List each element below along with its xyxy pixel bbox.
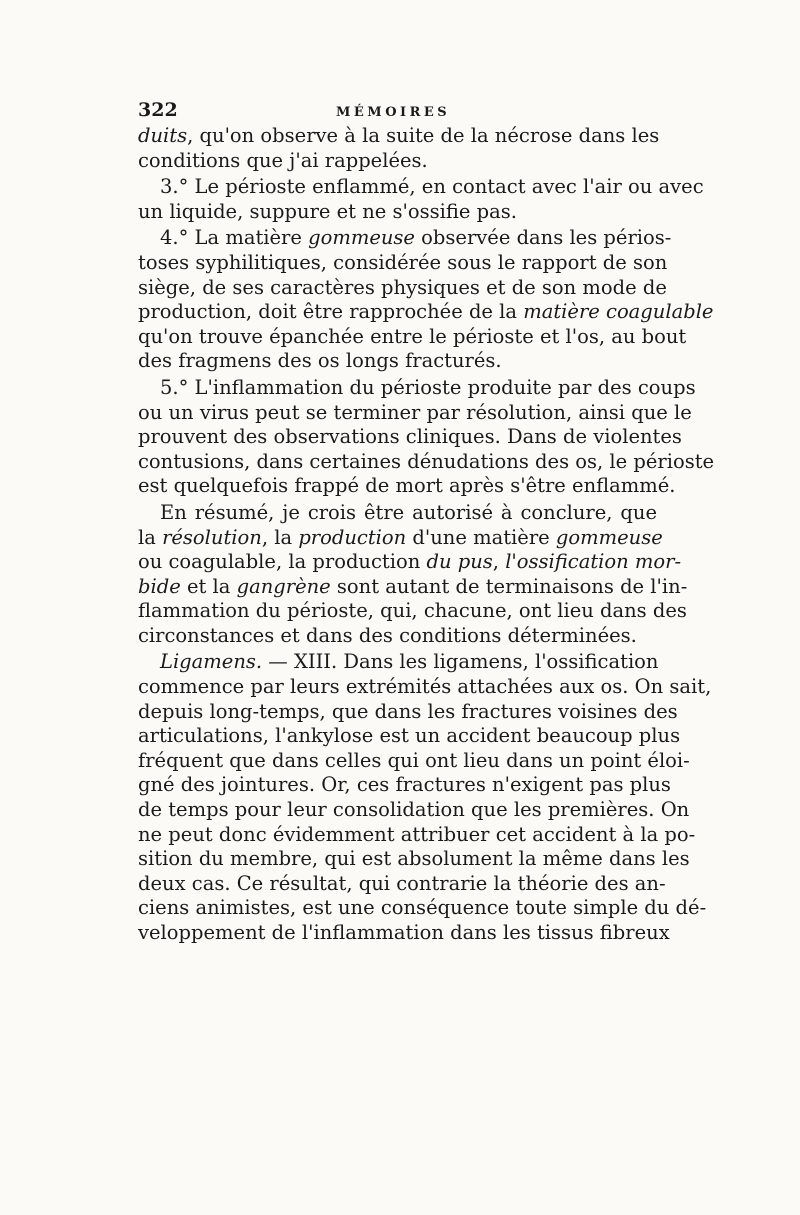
text-line [138, 474, 676, 499]
page-number: 322 [138, 99, 178, 121]
text-line [138, 871, 666, 897]
text-run: sition du membre, qui est absolument la même dans les [138, 847, 690, 871]
text-line [138, 724, 681, 749]
text-line [138, 226, 672, 251]
italic-word: gommeuse [555, 525, 663, 549]
text-run: — XIII. Dans les ligamens, l'ossification [262, 650, 659, 674]
text-line [138, 550, 682, 575]
paragraph-5 [138, 500, 688, 649]
text-run: fréquent que dans celles qui ont lieu dans un point éloi- [138, 748, 690, 772]
paragraph-1 [138, 124, 660, 173]
text-run: est quelquefois frappé de mort après s'être enflammé. [138, 474, 676, 498]
text-line [138, 300, 714, 325]
text-line [138, 574, 688, 600]
text-run: qu'on trouve épanchée entre le périoste et l'os, au bout [138, 324, 687, 348]
text-run: gné des jointures. Or, ces fractures n'exigent pas plus [138, 773, 671, 797]
text-line [138, 675, 712, 700]
text-line [138, 275, 667, 301]
text-line [138, 822, 696, 848]
text-run: depuis long-temps, que dans les fractures voisines des [138, 699, 678, 723]
text-run: sont autant de terminaisons de l'in- [330, 574, 688, 598]
running-title: MÉMOIRES [336, 105, 451, 120]
text-line [138, 200, 657, 225]
text-run: veloppement de l'inflammation dans les tissus fibreux [138, 921, 670, 944]
text-run: , la [261, 525, 299, 549]
text-run: commence par leurs extrémités attachées aux os. On sait, [138, 675, 712, 699]
page-header [138, 96, 657, 124]
italic-word: du pus [426, 550, 493, 574]
text-run: deux cas. Ce résultat, qui contrarie la théorie des an- [138, 871, 666, 895]
text-line [138, 449, 715, 475]
text-line [138, 324, 687, 350]
text-line [138, 425, 682, 450]
text-line [138, 699, 678, 725]
text-line [138, 748, 690, 774]
text-run: des fragmens des os longs fracturés. [138, 349, 502, 373]
text-line [138, 400, 692, 426]
text-run: prouvent des observations cliniques. Dans de violentes [138, 425, 682, 449]
text-line [138, 650, 657, 675]
text-run: 5.° L'inflammation du périoste produite par des coups [160, 375, 696, 399]
paragraph-4 [138, 375, 715, 499]
text-run: articulations, l'ankylose est un accident beaucoup plus [138, 724, 681, 748]
text-run: , qu'on observe à la suite de la nécrose dans les [187, 124, 660, 147]
text-line [138, 501, 657, 526]
text-run: 4.° La matière [160, 226, 309, 250]
italic-word: bide [138, 574, 181, 598]
text-run: la [138, 525, 163, 549]
italic-word: gangrène [236, 574, 331, 598]
section-title: Ligamens. [160, 650, 263, 674]
text-run: ou coagulable, la production [138, 550, 427, 574]
text-run: production, doit être rapprochée de la [138, 300, 524, 324]
text-run: observée dans les périos- [414, 226, 672, 250]
text-run: ciens animistes, est une conséquence toute simple du dé- [138, 896, 707, 920]
text-run: conditions que j'ai rappelées. [138, 148, 428, 172]
text-line [138, 349, 657, 374]
italic-word: résolution [162, 525, 262, 549]
text-run: et la [180, 574, 237, 598]
text-run: , [492, 550, 506, 574]
text-line [138, 896, 707, 921]
text-run: ou un virus peut se terminer par résolution, ainsi que le [138, 400, 692, 424]
text-run: de temps pour leur consolidation que les premières. On [138, 798, 690, 822]
text-line [138, 624, 657, 649]
text-line [138, 921, 670, 946]
text-line [138, 525, 663, 551]
text-line [138, 375, 696, 401]
text-run: contusions, dans certaines dénudations des os, le périoste [138, 449, 715, 473]
text-line [138, 250, 668, 276]
text-run: toses syphilitiques, considérée sous le rapport de son [138, 250, 668, 274]
text-run: circonstances et dans des conditions déterminées. [138, 623, 637, 647]
text-run: flammation du périoste, qui, chacune, ont lieu dans des [138, 599, 687, 623]
text-line [138, 773, 671, 798]
italic-word: matière coagulable [523, 300, 714, 324]
paragraph-6 [138, 650, 712, 945]
text-run: 3.° Le périoste enflammé, en contact avec l'air ou avec [160, 175, 704, 199]
italic-word: duits [138, 124, 188, 147]
paragraph-3 [138, 226, 714, 374]
text-run: ne peut donc évidemment attribuer cet accident à la po- [138, 822, 696, 846]
paragraph-2 [138, 175, 704, 224]
italic-word: l'ossification mor- [505, 550, 682, 574]
text-line [138, 124, 660, 149]
italic-word: gommeuse [308, 226, 415, 250]
text-line [138, 847, 690, 872]
page-text [138, 96, 715, 948]
text-line [138, 149, 657, 174]
italic-word: production [298, 525, 407, 549]
text-line [138, 798, 690, 823]
text-run: siège, de ses caractères physiques et de son mode de [138, 275, 667, 299]
text-line [138, 599, 687, 624]
text-run: En résumé, je crois être autorisé à conclure, que [160, 500, 657, 524]
text-run: un liquide, suppure et ne s'ossifie pas. [138, 199, 517, 223]
text-line [138, 175, 704, 200]
text-run: d'une matière [406, 525, 556, 549]
